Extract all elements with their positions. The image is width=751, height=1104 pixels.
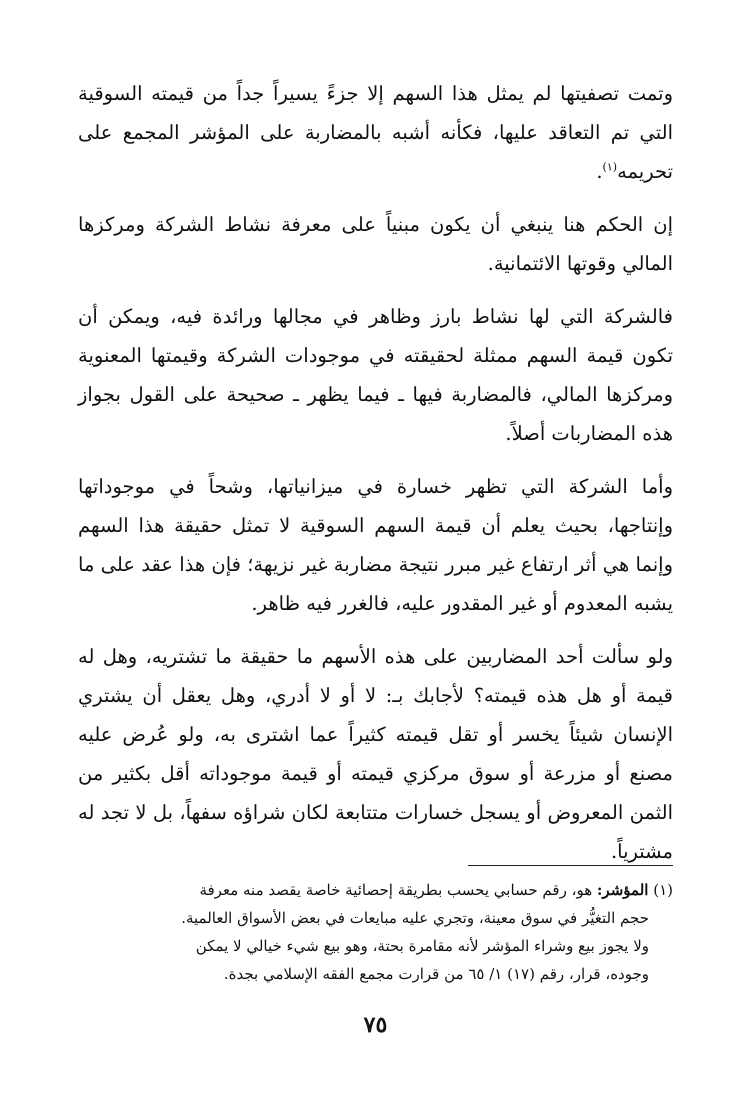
paragraph-2: إن الحكم هنا ينبغي أن يكون مبنياً على معرفة نشاط الشركة ومركزها المالي وقوتها الائتمانية. <box>78 213 673 275</box>
paragraph-4: وأما الشركة التي تظهر خسارة في ميزانياتها، وشحاً في موجوداتها وإنتاجها، بحيث يعلم أن قيمة السهم السوقية لا تمثل حقيقة هذا السهم وإنما هي أثر ارتفاع غير مبرر نتيجة مضاربة غير نزيهة؛ فإن هذا عقد على ما يشبه المعدوم أو غير المقدور عليه، فالغرر فيه ظاهر. <box>78 475 673 615</box>
footnote-line-3: ولا يجوز بيع وشراء المؤشر لأنه مقامرة بحتة، وهو بيع شيء خيالي لا يمكن <box>195 937 649 955</box>
page-number: ٧٥ <box>363 1012 388 1038</box>
footnote-ref[interactable]: (١) <box>602 160 618 174</box>
main-text <box>78 74 673 885</box>
footnote-line-4: وجوده، قرار، رقم (١٧) ١/ ٦٥ من قرارت مجمع الفقه الإسلامي بجدة. <box>223 965 649 983</box>
footnote <box>78 876 673 988</box>
footnote-divider <box>468 865 673 866</box>
footnote-line-1-text: هو، رقم حسابي يحسب بطريقة إحصائية خاصة يقصد منه معرفة <box>199 881 593 899</box>
paragraph-5: ولو سألت أحد المضاربين على هذه الأسهم ما حقيقة ما تشتريه، وهل له قيمة أو هل هذه قيمته؟ لأجابك بـ: لا أو لا أدري، وهل يعقل أن يشتري الإنسان شيئاً يخسر أو تقل قيمته كثيراً عما اشترى به، ولو عُرض عليه مصنع أو مزرعة أو سوق مركزي قيمته أو قيمة موجوداته أقل بكثير من الثمن المعروض أو يسجل خسارات متتابعة لكان شراؤه سفهاً، بل لا تجد له مشترياً. <box>78 645 673 863</box>
footnote-line-1 <box>78 876 673 904</box>
paragraph-1-text: وتمت تصفيتها لم يمثل هذا السهم إلا جزءً يسيراً جداً من قيمته السوقية التي تم التعاقد عليها، فكأنه أشبه بالمضاربة على المؤشر المجمع على تحريمه <box>78 82 673 183</box>
paragraph-1-end: . <box>596 160 603 183</box>
paragraph-1 <box>78 74 673 191</box>
footnote-number: (١) <box>653 881 673 899</box>
footnote-term: المؤشر: <box>596 881 649 899</box>
footnote-line-2: حجم التغيُّر في سوق معينة، وتجري عليه مبايعات في بعض الأسواق العالمية. <box>181 909 649 927</box>
paragraph-3: فالشركة التي لها نشاط بارز وظاهر في مجالها ورائدة فيه، ويمكن أن تكون قيمة السهم ممثلة لحقيقته في موجودات الشركة وقيمتها المعنوية ومركزها المالي، فالمضاربة فيها ـ فيما يظهر ـ صحيحة على القول بجواز هذه المضاربات أصلاً. <box>78 305 673 445</box>
